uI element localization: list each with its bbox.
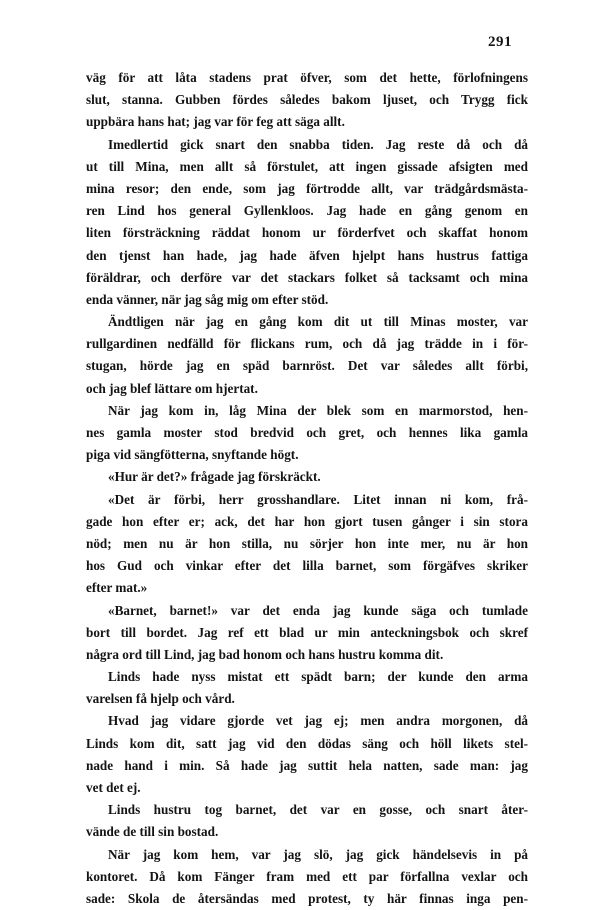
- text-line: vände de till sin bostad.: [86, 824, 219, 840]
- text-line: mina resor; den ende, som jag förtrodde allt, var trädgårdsmästa-: [86, 180, 528, 196]
- text-line: vet det ej.: [86, 780, 141, 795]
- text-line: slut, stanna. Gubben fördes således bakom ljuset, och Trygg fick: [86, 92, 528, 108]
- text-line: När jag kom in, låg Mina der blek som en marmorstod, hen-: [108, 402, 528, 418]
- text-line: nade hand i min. Så hade jag suttit hela natten, sade man: jag: [86, 757, 528, 773]
- text-line: ren Lind hos general Gyllenkloos. Jag hade en gång genom en: [86, 203, 528, 219]
- text-line: liten försträckning räddat honom ur förderfvet och skaffat honom: [86, 225, 528, 241]
- text-line: Linds kom dit, satt jag vid den dödas säng och höll likets stel-: [86, 735, 528, 751]
- text-line: stugan, hörde jag en späd barnröst. Det var således allt förbi,: [86, 358, 528, 374]
- text-line: några ord till Lind, jag bad honom och hans hustru komma dit.: [86, 646, 444, 662]
- text-line: uppbära hans hat; jag var för feg att säga allt.: [86, 114, 345, 130]
- text-line: «Det är förbi, herr grosshandlare. Litet innan ni kom, frå-: [108, 491, 528, 507]
- text-line: enda vänner, när jag såg mig om efter stöd.: [86, 291, 329, 307]
- text-line: och jag blef lättare om hjertat.: [86, 380, 258, 396]
- text-line: sade: Skola de återsändas med protest, ty här finnas inga pen-: [86, 890, 528, 906]
- body-text: [86, 67, 528, 910]
- text-line: ut till Mina, men allt så förstulet, att ingen gissade afsigten med: [86, 158, 528, 174]
- text-line: Ändtligen när jag en gång kom dit ut till Minas moster, var: [108, 314, 528, 330]
- text-line: hos Gud och vinkar efter det lilla barnet, som förgäfves skriker: [86, 558, 528, 574]
- text-line: föräldrar, och derföre var det stackars folket så tacksamt och mina: [86, 269, 528, 285]
- page-number: 291: [488, 34, 512, 50]
- text-line: rullgardinen nedfälld för flickans rum, och då jag trädde in i för-: [86, 336, 528, 352]
- text-line: varelsen få hjelp och vård.: [86, 691, 235, 707]
- text-line: Linds hustru tog barnet, det var en gosse, och snart åter-: [108, 802, 528, 818]
- text-line: efter mat.»: [86, 580, 148, 596]
- text-line: kontoret. Då kom Fänger fram med ett par förfallna vexlar och: [86, 868, 528, 884]
- text-line: gade hon efter er; ack, det har hon gjort tusen gånger i sin stora: [86, 513, 528, 529]
- text-line: nes gamla moster stod bredvid och gret, och hennes lika gamla: [86, 425, 528, 440]
- text-line: nöd; men nu är hon stilla, nu sörjer hon inte mer, nu är hon: [86, 535, 528, 551]
- text-line: bort till bordet. Jag ref ett blad ur min anteckningsbok och skref: [86, 624, 528, 640]
- text-line: Hvad jag vidare gjorde vet jag ej; men andra morgonen, då: [108, 713, 528, 729]
- text-line: «Barnet, barnet!» var det enda jag kunde säga och tumlade: [108, 602, 528, 618]
- text-line: den tjenst han hade, jag hade äfven hjelpt hans hustrus fattiga: [86, 247, 528, 263]
- text-line: Imedlertid gick snart den snabba tiden. Jag reste då och då: [108, 136, 528, 152]
- text-line: «Hur är det?» frågade jag förskräckt.: [108, 469, 321, 485]
- text-line: väg för att låta stadens prat öfver, som det hette, förlofningens: [86, 70, 528, 85]
- text-line: När jag kom hem, var jag slö, jag gick händelsevis in på: [108, 846, 528, 862]
- text-line: piga vid sängfötterna, snyftande högt.: [86, 447, 299, 463]
- text-line: Linds hade nyss mistat ett spädt barn; der kunde den arma: [108, 669, 528, 685]
